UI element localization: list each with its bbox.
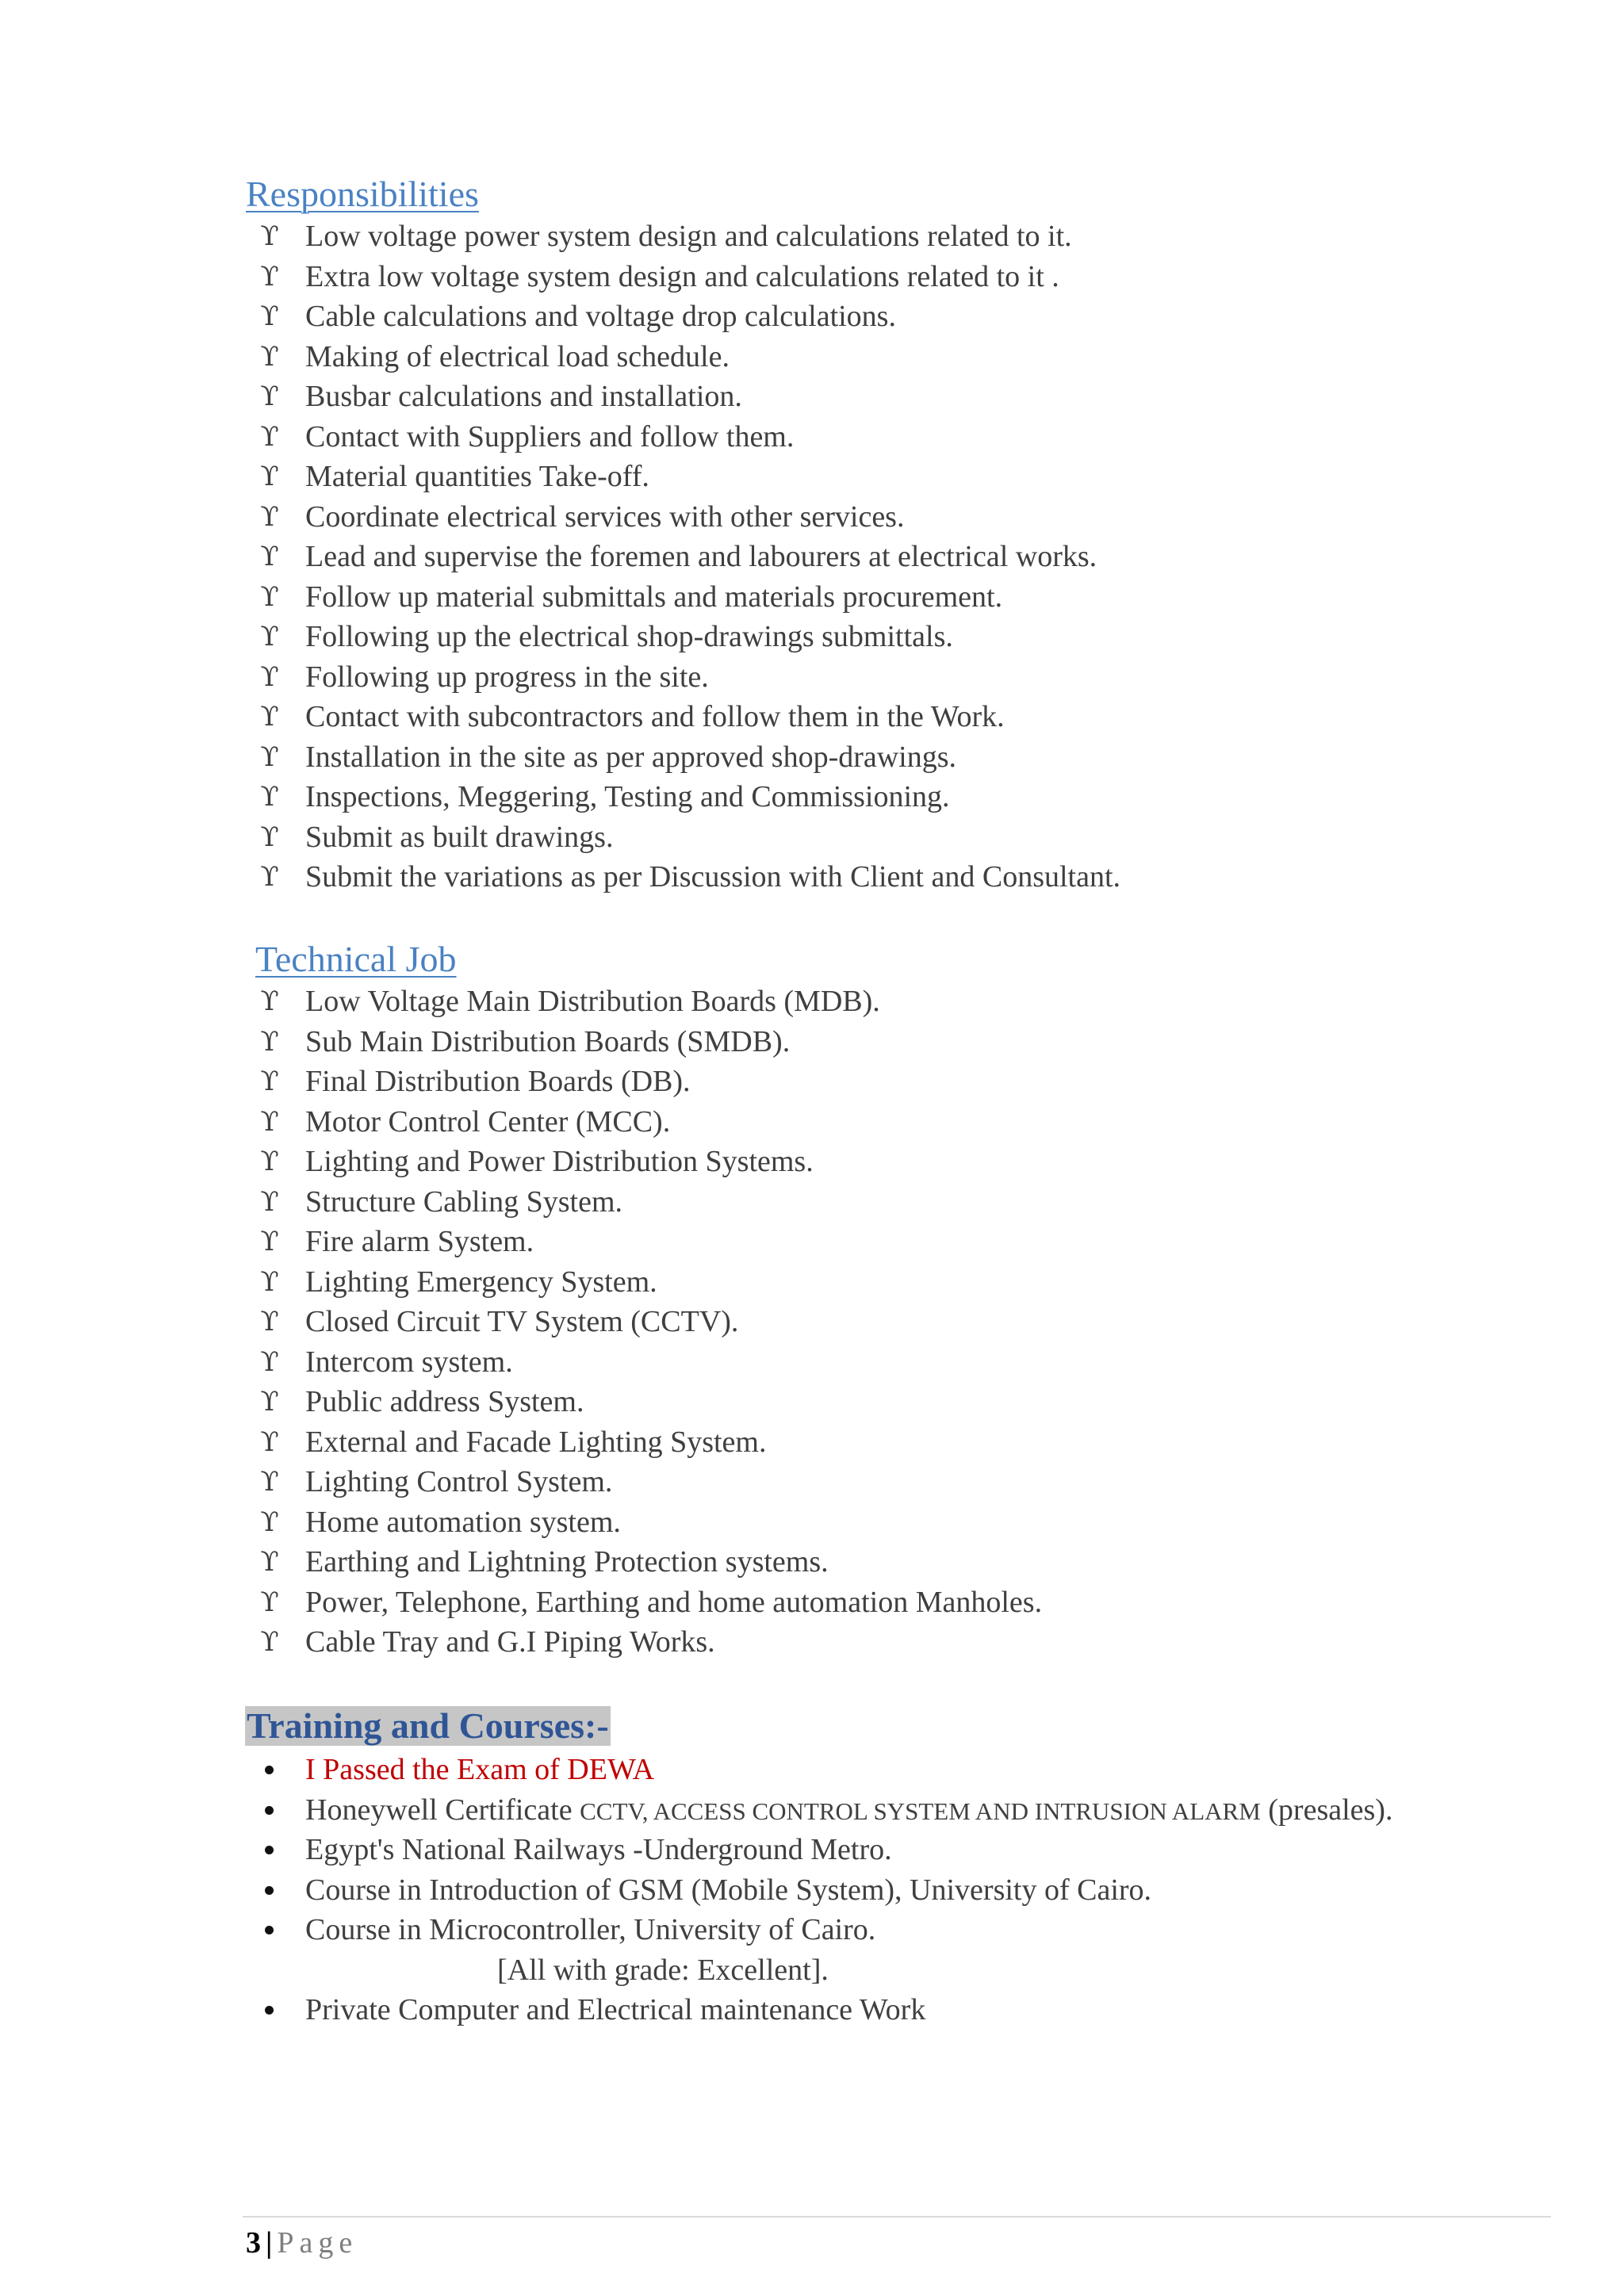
microcontroller-course-text: Course in Microcontroller, University of Cairo.	[305, 1913, 876, 1946]
list-item-text: Intercom system.	[305, 1345, 513, 1379]
upsilon-bullet-icon: ϒ	[260, 781, 279, 813]
list-item-text: Sub Main Distribution Boards (SMDB).	[305, 1024, 791, 1058]
upsilon-bullet-icon: ϒ	[260, 580, 279, 613]
grade-note: [All with grade: Excellent].	[497, 1953, 829, 1987]
upsilon-bullet-icon: ϒ	[260, 821, 279, 853]
upsilon-bullet-icon: ϒ	[260, 220, 279, 252]
bullet-dot-icon	[265, 1766, 274, 1774]
page-number: 3	[246, 2226, 261, 2260]
upsilon-bullet-icon: ϒ	[260, 1586, 279, 1618]
upsilon-bullet-icon: ϒ	[260, 1146, 279, 1177]
upsilon-bullet-icon: ϒ	[260, 420, 279, 453]
upsilon-bullet-icon: ϒ	[260, 340, 279, 373]
training-list	[254, 1750, 1393, 2030]
list-item-text: Extra low voltage system design and calculations related to it .	[305, 259, 1059, 293]
list-item-text: Motor Control Center (MCC).	[305, 1104, 671, 1138]
upsilon-bullet-icon: ϒ	[260, 1025, 279, 1058]
bullet-dot-icon	[265, 1846, 274, 1854]
page-label: Page	[277, 2226, 358, 2260]
list-item-text: Home automation system.	[305, 1505, 621, 1539]
list-item-text: Making of electrical load schedule.	[305, 339, 730, 373]
list-item	[254, 1870, 1152, 1911]
honeywell-systems: CCTV, ACCESS CONTROL SYSTEM AND INTRUSION ALARM	[580, 1797, 1261, 1825]
list-item-text: Submit as built drawings.	[305, 820, 614, 854]
upsilon-bullet-icon: ϒ	[260, 1345, 279, 1378]
list-item-text: Public address System.	[305, 1385, 584, 1418]
list-item-text: Cable calculations and voltage drop calculations.	[305, 300, 896, 333]
upsilon-bullet-icon: ϒ	[260, 1386, 279, 1418]
list-item-text: Lighting Control System.	[305, 1465, 613, 1498]
upsilon-bullet-icon: ϒ	[260, 381, 279, 412]
list-item-text: Following up the electrical shop-drawings submittals.	[305, 620, 953, 653]
list-item-text: Material quantities Take-off.	[305, 460, 649, 493]
training-heading: Training and Courses:-	[247, 1705, 609, 1746]
list-item-text: Contact with Suppliers and follow them.	[305, 419, 795, 453]
upsilon-bullet-icon: ϒ	[260, 1425, 279, 1458]
upsilon-bullet-icon: ϒ	[260, 1226, 279, 1257]
list-item	[254, 1830, 892, 1870]
bullet-dot-icon	[265, 2006, 274, 2015]
upsilon-bullet-icon: ϒ	[260, 1066, 279, 1097]
upsilon-bullet-icon: ϒ	[260, 861, 279, 893]
upsilon-bullet-icon: ϒ	[260, 1185, 279, 1218]
list-item-text: Structure Cabling System.	[305, 1184, 623, 1219]
list-item-text: Power, Telephone, Earthing and home automation Manholes.	[305, 1585, 1043, 1619]
upsilon-bullet-icon: ϒ	[260, 985, 279, 1017]
list-item-text: Low voltage power system design and calculations related to it.	[305, 220, 1072, 253]
honeywell-prefix: Honeywell Certificate	[305, 1793, 580, 1827]
upsilon-bullet-icon: ϒ	[260, 1105, 279, 1138]
upsilon-bullet-icon: ϒ	[260, 541, 279, 572]
upsilon-bullet-icon: ϒ	[260, 1506, 279, 1538]
upsilon-bullet-icon: ϒ	[260, 740, 279, 773]
upsilon-bullet-icon: ϒ	[260, 500, 279, 533]
upsilon-bullet-icon: ϒ	[260, 621, 279, 652]
list-item-text: Follow up material submittals and materials procurement.	[305, 580, 1003, 614]
list-item-text: Low Voltage Main Distribution Boards (MDB).	[305, 985, 880, 1018]
responsibilities-heading: Responsibilities	[246, 174, 479, 214]
technical-job-heading: Technical Job	[255, 939, 457, 979]
upsilon-bullet-icon: ϒ	[260, 1626, 279, 1658]
list-item-text: Earthing and Lightning Protection systems.	[305, 1545, 829, 1578]
list-item-text: Busbar calculations and installation.	[305, 380, 742, 413]
upsilon-bullet-icon: ϒ	[260, 1466, 279, 1498]
footer-divider	[243, 2216, 1551, 2218]
list-item-text: Submit the variations as per Discussion with Client and Consultant.	[305, 860, 1121, 894]
gsm-course-text: Course in Introduction of GSM (Mobile System), University of Cairo.	[305, 1873, 1152, 1907]
list-item-text: Coordinate electrical services with other services.	[305, 499, 905, 534]
upsilon-bullet-icon: ϒ	[260, 260, 279, 293]
bullet-dot-icon	[265, 1806, 274, 1815]
upsilon-bullet-icon: ϒ	[260, 1265, 279, 1298]
bullet-dot-icon	[265, 1926, 274, 1934]
list-item-text: Inspections, Meggering, Testing and Commissioning.	[305, 780, 950, 813]
honeywell-certificate-text	[305, 1790, 1392, 1832]
upsilon-bullet-icon: ϒ	[260, 300, 279, 332]
list-item	[254, 1750, 829, 1790]
list-item-text: Following up progress in the site.	[305, 660, 709, 694]
list-item-text: Fire alarm System.	[305, 1225, 534, 1258]
list-item-text: Lighting and Power Distribution Systems.	[305, 1145, 814, 1178]
dewa-exam-text: I Passed the Exam of DEWA	[305, 1753, 655, 1786]
upsilon-bullet-icon: ϒ	[260, 1546, 279, 1578]
list-item	[254, 1990, 926, 2030]
honeywell-suffix: (presales).	[1260, 1793, 1393, 1827]
list-item-text: Lead and supervise the foremen and labourers at electrical works.	[305, 540, 1097, 573]
list-item-text: External and Facade Lighting System.	[305, 1425, 767, 1459]
upsilon-bullet-icon: ϒ	[260, 701, 279, 733]
upsilon-bullet-icon: ϒ	[260, 461, 279, 492]
list-item-text: Closed Circuit TV System (CCTV).	[305, 1305, 739, 1338]
list-item-text: Cable Tray and G.I Piping Works.	[305, 1625, 715, 1659]
footer-separator: |	[266, 2226, 273, 2260]
list-item-text: Installation in the site as per approved shop-drawings.	[305, 740, 957, 774]
private-work-text: Private Computer and Electrical maintenance Work	[305, 1993, 926, 2026]
list-item-text: Contact with subcontractors and follow them in the Work.	[305, 700, 1005, 733]
railways-text: Egypt's National Railways -Underground Metro.	[305, 1833, 892, 1866]
page-footer	[246, 2225, 358, 2260]
upsilon-bullet-icon: ϒ	[260, 660, 279, 693]
list-item	[254, 1790, 1393, 1831]
list-item-text: Lighting Emergency System.	[305, 1265, 657, 1299]
bullet-dot-icon	[265, 1886, 274, 1895]
list-item-text: Final Distribution Boards (DB).	[305, 1065, 691, 1098]
list-item	[254, 1910, 876, 1950]
upsilon-bullet-icon: ϒ	[260, 1306, 279, 1337]
